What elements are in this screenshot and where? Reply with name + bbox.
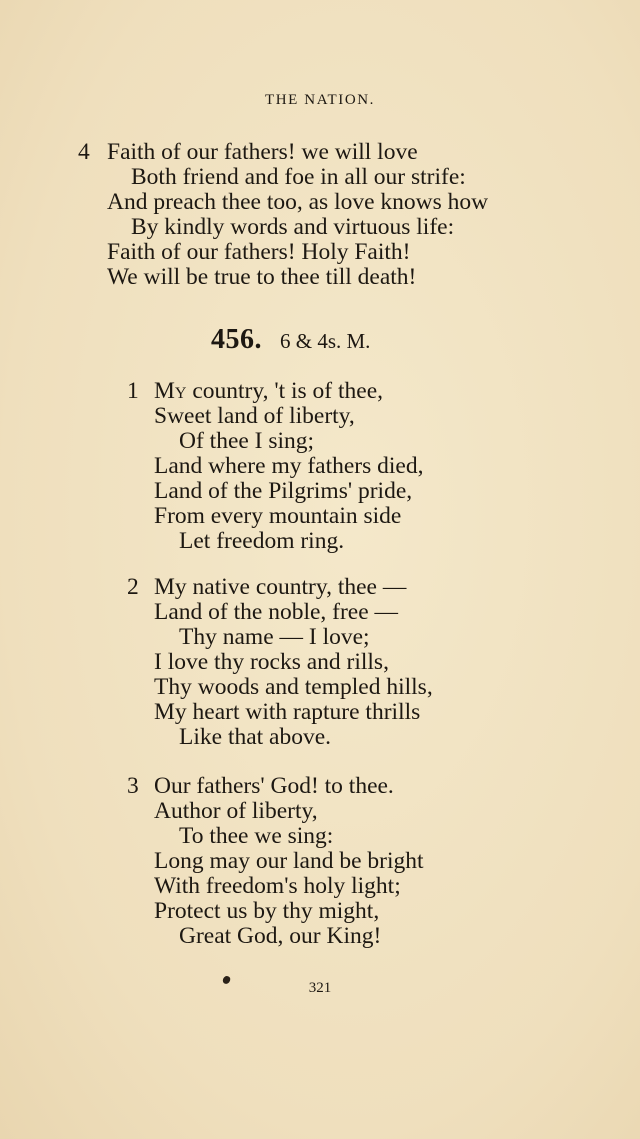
verse-line: Faith of our fathers! Holy Faith! [107,239,411,265]
verse-line: My heart with rapture thrills [154,699,421,725]
verse-line: From every mountain side [154,503,402,529]
verse-line: Let freedom ring. [179,528,345,554]
verse-line: Land where my fathers died, [154,453,424,479]
verse-line: Like that above. [179,724,332,750]
verse-line: By kindly words and virtuous life: [131,214,455,240]
page-number: 321 [308,980,332,996]
hymn-number: 456. [211,324,262,355]
verse-line: Long may our land be bright [154,848,424,874]
verse-line: Our fathers' God! to thee. [154,773,394,799]
verse-line: I love thy rocks and rills, [154,649,389,675]
hymn-meter: 6 & 4s. M. [280,329,371,353]
verse-line: Both friend and foe in all our strife: [131,164,466,190]
verse-line: Author of liberty, [154,798,318,824]
verse-line: To thee we sing: [179,823,334,849]
verse-line: And preach thee too, as love knows how [107,189,489,215]
verse-line: My native country, thee — [154,574,407,600]
running-head: THE NATION. [264,92,376,108]
verse-line: Faith of our fathers! we will love [107,139,418,165]
verse-line: Great God, our King! [179,923,382,949]
verse-line: Protect us by thy might, [154,898,380,924]
verse-number: 1 [127,378,139,404]
verse-line: Sweet land of liberty, [154,403,355,429]
verse-number: 2 [127,574,139,600]
verse-line: Thy woods and templed hills, [154,674,433,700]
verse-number: 4 [78,139,90,165]
verse-number: 3 [127,773,139,799]
hymn-heading [211,326,370,355]
verse-line: We will be true to thee till death! [107,264,417,290]
verse-line: My country, 't is of thee, [154,378,384,404]
verse-line: Land of the Pilgrims' pride, [154,478,413,504]
verse-line: Land of the noble, free — [154,599,399,625]
verse-line: With freedom's holy light; [154,873,401,899]
verse-line: Thy name — I love; [179,624,370,650]
verse-line: Of thee I sing; [179,428,315,454]
